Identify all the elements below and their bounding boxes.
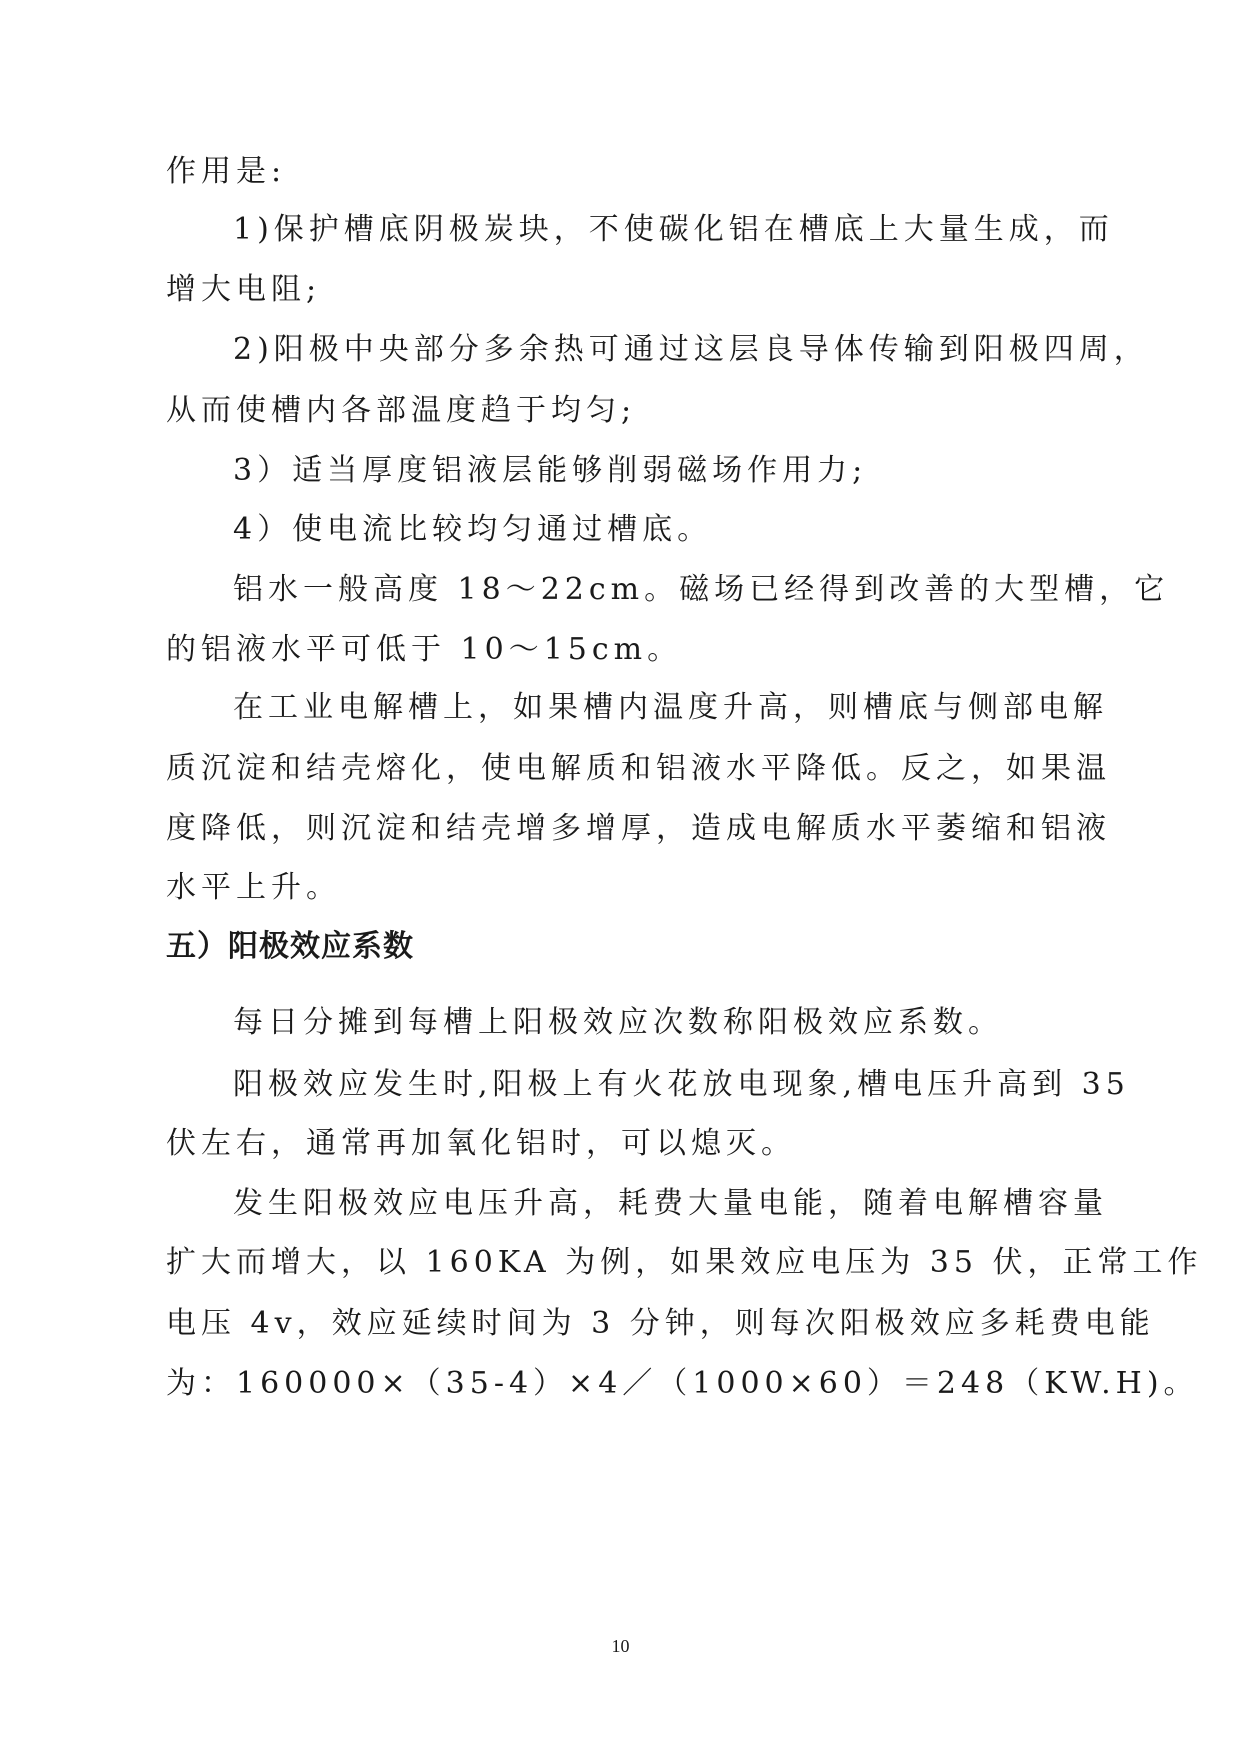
text-line: 发生阳极效应电压升高，耗费大量电能，随着电解槽容量 xyxy=(233,1186,1108,1221)
text-line: 的铝液水平可低于 10～15cm。 xyxy=(166,632,683,667)
text-line: 从而使槽内各部温度趋于均匀; xyxy=(166,393,637,428)
text-line: 在工业电解槽上，如果槽内温度升高，则槽底与侧部电解 xyxy=(233,690,1108,725)
text-line: 1)保护槽底阴极炭块，不使碳化铝在槽底上大量生成，而 xyxy=(233,212,1114,247)
page-number: 10 xyxy=(611,1636,630,1656)
text-line: 3）适当厚度铝液层能够削弱磁场作用力; xyxy=(233,453,868,488)
text-line: 增大电阻; xyxy=(166,272,322,307)
text-line: 每日分摊到每槽上阳极效应次数称阳极效应系数。 xyxy=(233,1005,1003,1040)
text-line: 质沉淀和结壳熔化，使电解质和铝液水平降低。反之，如果温 xyxy=(166,751,1111,786)
text-line: 度降低，则沉淀和结壳增多增厚，造成电解质水平萎缩和铝液 xyxy=(166,811,1111,846)
text-line: 阳极效应发生时,阳极上有火花放电现象,槽电压升高到 35 xyxy=(233,1067,1130,1102)
text-line: 电压 4v，效应延续时间为 3 分钟，则每次阳极效应多耗费电能 xyxy=(166,1306,1155,1341)
text-line: 水平上升。 xyxy=(166,870,341,905)
section-heading: 五）阳极效应系数 xyxy=(166,929,414,964)
text-line: 2)阳极中央部分多余热可通过这层良导体传输到阳极四周， xyxy=(233,332,1149,367)
text-line: 为：160000×（35-4）×4／（1000×60）＝248（KW.H)。 xyxy=(166,1366,1199,1401)
text-line: 伏左右，通常再加氧化铝时，可以熄灭。 xyxy=(166,1126,796,1161)
text-line: 铝水一般高度 18～22cm。磁场已经得到改善的大型槽，它 xyxy=(233,572,1170,607)
text-line: 扩大而增大，以 160KA 为例，如果效应电压为 35 伏，正常工作 xyxy=(166,1245,1203,1280)
text-line: 4）使电流比较均匀通过槽底。 xyxy=(233,512,713,547)
text-line: 作用是: xyxy=(166,154,287,189)
